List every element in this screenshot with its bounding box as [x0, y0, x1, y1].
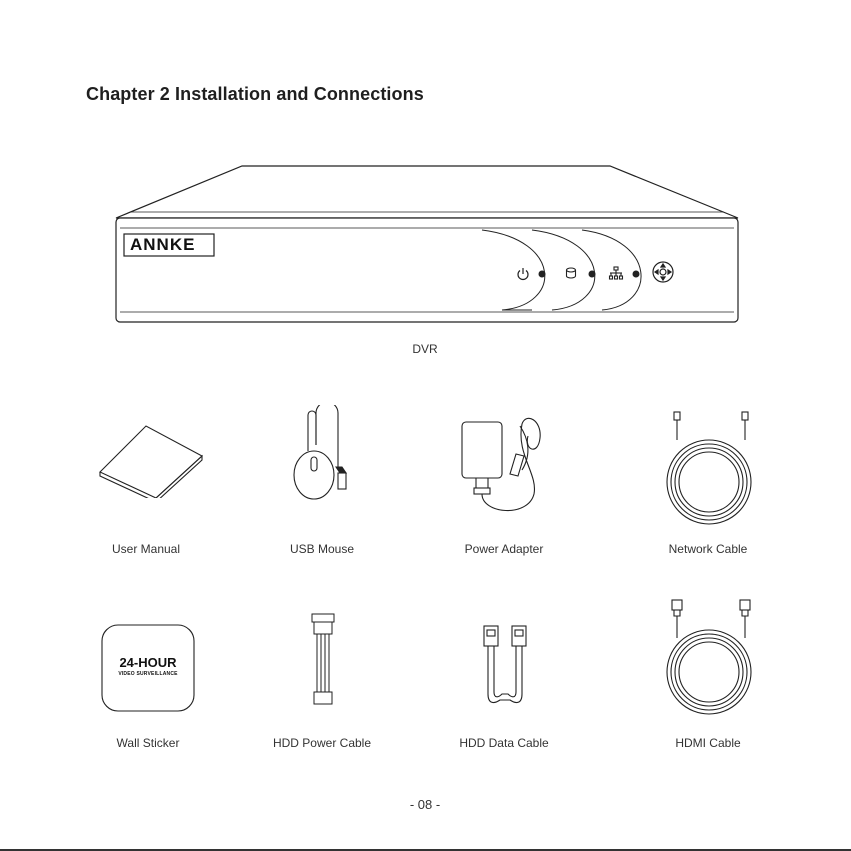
- dvr-illustration: [112, 160, 742, 330]
- hdd-icon: [564, 266, 578, 280]
- page-title: Chapter 2 Installation and Connections: [86, 84, 424, 104]
- page-number: - 08 -: [409, 797, 441, 812]
- direction-button-icon: [652, 261, 674, 283]
- status-led-icon: [632, 270, 640, 278]
- item-label: Wall Sticker: [116, 736, 180, 750]
- item-label: Power Adapter: [464, 542, 544, 556]
- item-label: HDMI Cable: [675, 736, 741, 750]
- item-label: User Manual: [111, 542, 181, 556]
- hdd-power-cable-icon: [308, 612, 338, 707]
- sticker-title: 24-HOUR: [119, 655, 177, 670]
- hdmi-cable-icon: [662, 598, 757, 716]
- power-icon: [516, 267, 530, 281]
- status-led-icon: [538, 270, 546, 278]
- wall-sticker-icon: [101, 624, 195, 712]
- item-label: HDD Power Cable: [272, 736, 372, 750]
- item-label: USB Mouse: [289, 542, 355, 556]
- network-icon: [608, 266, 624, 280]
- status-led-icon: [588, 270, 596, 278]
- booklet-icon: [96, 418, 206, 498]
- dvr-brand-logo: ANNKE: [130, 235, 196, 254]
- power-adapter-icon: [458, 414, 553, 519]
- sticker-subtitle: VIDEO SURVEILLANCE: [118, 671, 178, 677]
- item-label: HDD Data Cable: [459, 736, 549, 750]
- hdd-data-cable-icon: [480, 622, 530, 707]
- item-label: Network Cable: [668, 542, 748, 556]
- mouse-icon: [290, 405, 360, 500]
- network-cable-icon: [662, 410, 757, 525]
- dvr-label: DVR: [412, 342, 438, 356]
